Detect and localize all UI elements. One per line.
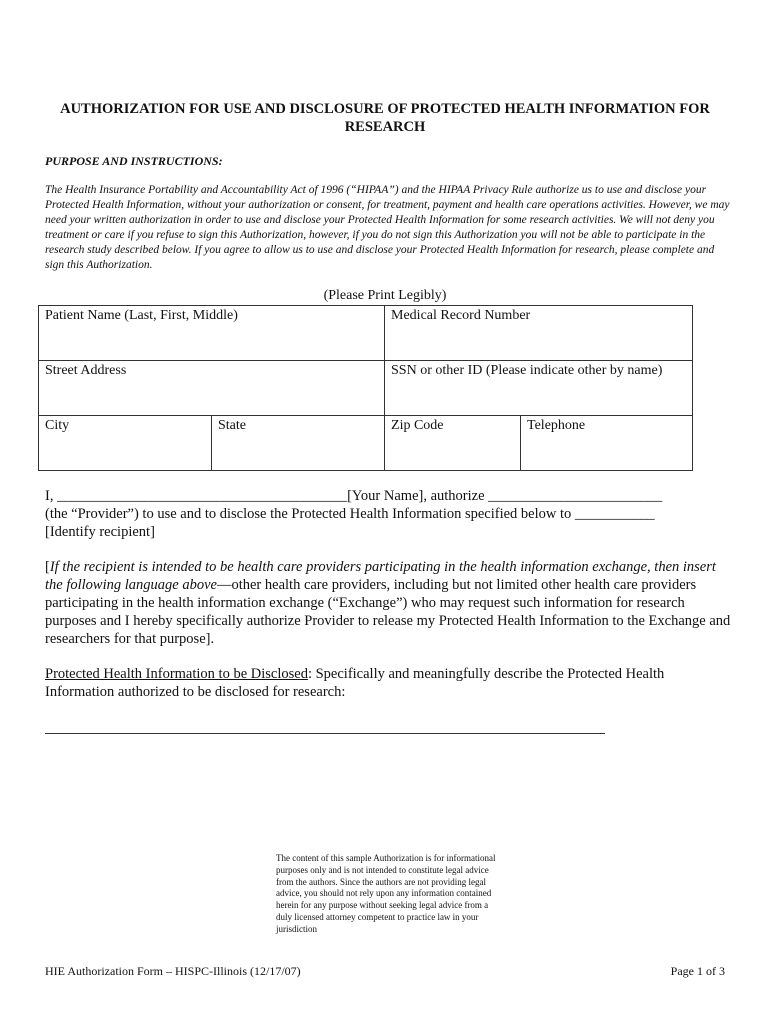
recipient-note-text: —other health care providers, including but not limited other health care providers participating in the health information exchange (“Exchange”) who may request such information for research purposes and I hereby specifically authorize Provider to release my Protected Health Information to the Exchange and researchers for that purpose]. <box>45 577 731 647</box>
authorization-line-2[interactable]: (the “Provider”) to use and to disclose the Protected Health Information specified below to ___________ <box>45 506 655 522</box>
phi-description: : Specifically and meaningfully describe the Protected Health Information authorized to be disclosed for research: <box>45 666 665 700</box>
authorization-line-1[interactable]: I, ________________________________________[Your Name], authorize ________________________ <box>45 488 663 504</box>
footer-page-number: Page 1 of 3 <box>670 964 725 978</box>
zip-code-label: Zip Code <box>391 418 444 433</box>
telephone-label: Telephone <box>527 418 586 433</box>
patient-name-label: Patient Name (Last, First, Middle) <box>45 308 238 323</box>
state-label: State <box>218 418 246 433</box>
footer-form-id: HIE Authorization Form – HISPC-Illinois (12/17/07) <box>45 964 301 978</box>
city-label: City <box>45 418 70 433</box>
patient-info-table <box>38 305 693 471</box>
city-field[interactable] <box>39 416 212 471</box>
street-address-label: Street Address <box>45 363 127 378</box>
phi-section <box>45 665 735 701</box>
recipient-note-bracket: [ <box>45 559 50 575</box>
phi-heading: Protected Health Information to be Disclosed <box>45 666 308 682</box>
legal-disclaimer: The content of this sample Authorization is for informational purposes only and is not intended to constitute legal advice from the authors. Since the authors are not providing legal advice, you should not rely upon any information contained herein for any purpose without seeking legal advice from a duly licensed attorney competent to practice law in your jurisdiction <box>276 853 496 934</box>
ssn-field[interactable] <box>385 361 693 416</box>
telephone-field[interactable] <box>521 416 693 471</box>
phi-blank-line[interactable] <box>45 733 605 734</box>
print-legibly-note: (Please Print Legibly) <box>323 288 447 303</box>
recipient-note <box>45 558 735 648</box>
instructions-paragraph: The Health Insurance Portability and Accountability Act of 1996 (“HIPAA”) and the HIPAA Privacy Rule authorize us to use and disclose your Protected Health Information, without your authorization or consent, for treatment, payment and health care operations activities. However, we may need your written authorization in order to use and disclose your Protected Health Information for some research activities. We will not deny you treatment or care if you refuse to sign this Authorization, however, if you do not sign this Authorization you will not be able to participate in the research study described below. If you agree to allow us to use and disclose your Protected Health Information for research, please complete and sign this Authorization. <box>45 184 730 271</box>
state-field[interactable] <box>212 416 385 471</box>
authorization-line-3: [Identify recipient] <box>45 524 155 540</box>
form-title: AUTHORIZATION FOR USE AND DISCLOSURE OF PROTECTED HEALTH INFORMATION FOR RESEARCH <box>60 101 710 135</box>
ssn-label: SSN or other ID (Please indicate other by name) <box>391 363 663 378</box>
medical-record-number-label: Medical Record Number <box>391 308 531 323</box>
zip-code-field[interactable] <box>385 416 521 471</box>
medical-record-number-field[interactable] <box>385 306 693 361</box>
purpose-heading: PURPOSE AND INSTRUCTIONS: <box>45 154 223 168</box>
street-address-field[interactable] <box>39 361 385 416</box>
patient-name-field[interactable] <box>39 306 385 361</box>
recipient-note-instruction: If the recipient is intended to be health care providers participating in the health information exchange, then insert the following language above <box>45 559 716 593</box>
